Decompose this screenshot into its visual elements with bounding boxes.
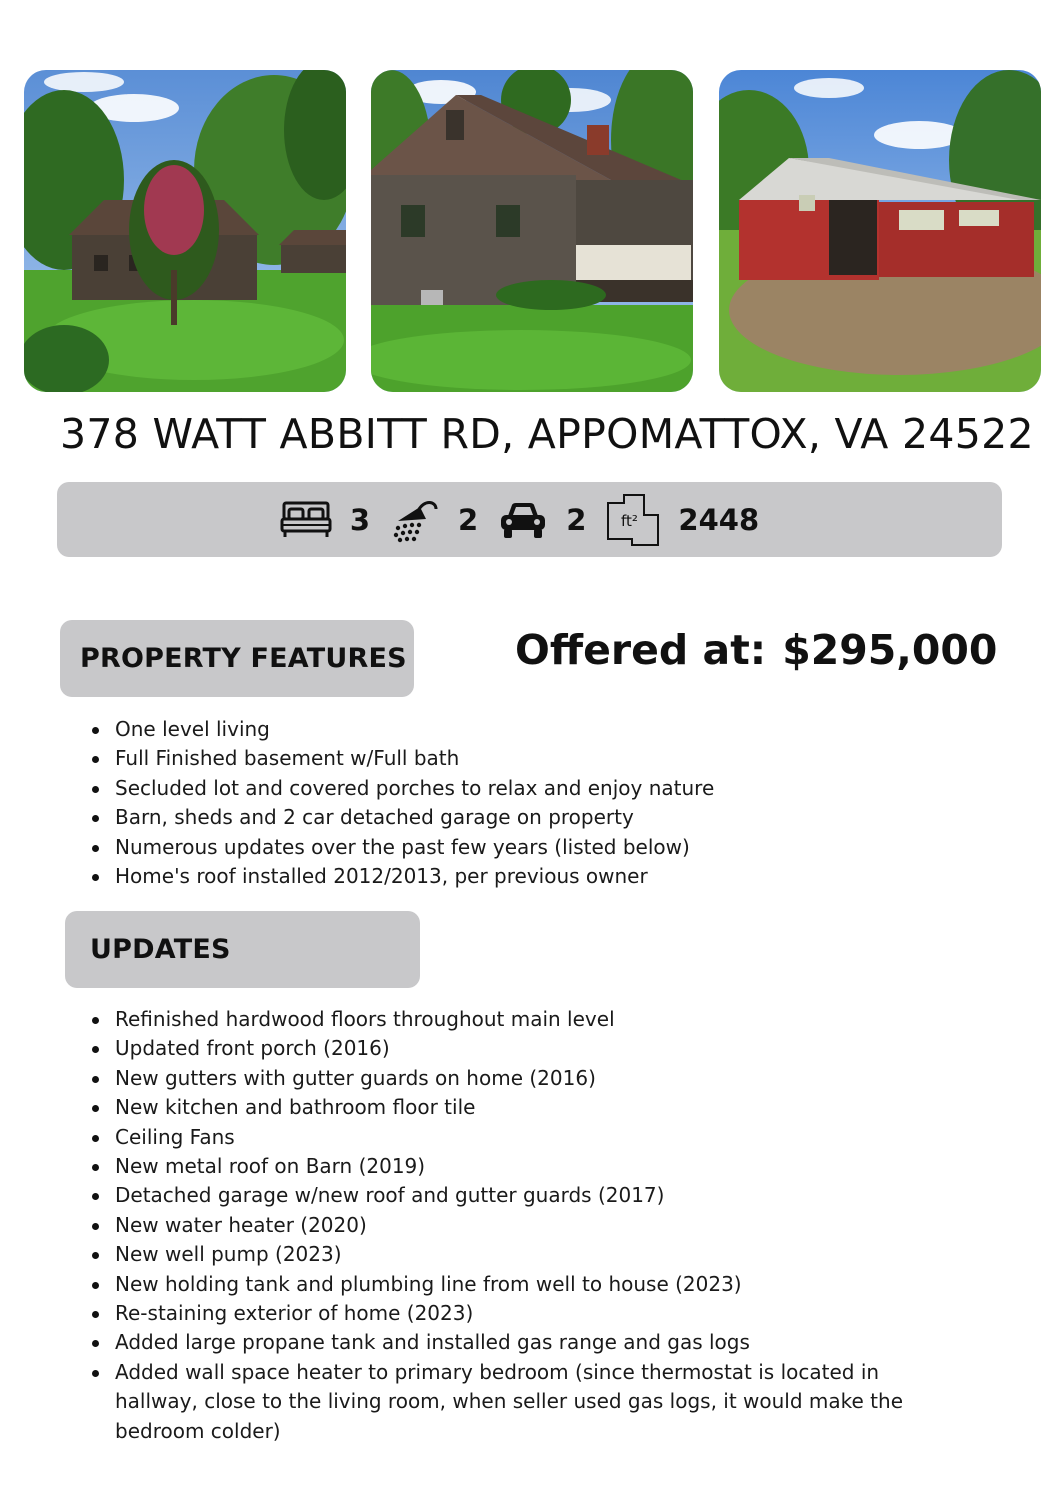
feature-item: Full Finished basement w/Full bath [87,744,987,773]
property-photo-house-porch [371,70,693,392]
bathrooms-count: 2 [458,502,479,537]
bedrooms-count: 3 [349,502,371,537]
floorplan-icon [606,493,660,547]
update-item: Re-staining exterior of home (2023) [87,1299,967,1328]
garage-count: 2 [566,502,587,537]
updates-list [87,1005,967,1446]
property-address: 378 WATT ABBITT RD, APPOMATTOX, VA 24522 [60,410,1034,458]
property-photo-barn [719,70,1041,392]
update-item: Detached garage w/new roof and gutter guards (2017) [87,1181,967,1210]
price-offer [515,626,997,674]
property-features-list [87,715,987,891]
update-item: New holding tank and plumbing line from well to house (2023) [87,1270,967,1299]
updates-heading-box [65,911,420,988]
update-item: Ceiling Fans [87,1123,967,1152]
price-label: Offered at: [515,626,767,674]
update-item: New water heater (2020) [87,1211,967,1240]
bed-icon [280,500,332,540]
property-stats-bar [57,482,1002,557]
property-features-heading: PROPERTY FEATURES [80,643,407,674]
feature-item: Barn, sheds and 2 car detached garage on property [87,803,987,832]
update-item: New metal roof on Barn (2019) [87,1152,967,1181]
update-item: Refinished hardwood floors throughout main level [87,1005,967,1034]
sqft-stat [606,493,779,547]
svg-text:ft²: ft² [621,511,639,530]
bedrooms-stat [280,500,390,540]
feature-item: Numerous updates over the past few years (listed below) [87,833,987,862]
update-item: New gutters with gutter guards on home (2016) [87,1064,967,1093]
sqft-value: 2448 [678,502,760,537]
feature-item: Secluded lot and covered porches to relax and enjoy nature [87,774,987,803]
update-item: Added large propane tank and installed gas range and gas logs [87,1328,967,1357]
car-icon [498,500,548,540]
feature-item: One level living [87,715,987,744]
updates-heading: UPDATES [90,934,231,965]
bathrooms-stat [390,495,498,545]
garage-stat [498,500,606,540]
property-features-heading-box [60,620,414,697]
update-item: Updated front porch (2016) [87,1034,967,1063]
update-item: New well pump (2023) [87,1240,967,1269]
property-photo-house-front [24,70,346,392]
price-value: $295,000 [782,626,998,674]
update-item: New kitchen and bathroom floor tile [87,1093,967,1122]
shower-icon [390,495,440,545]
feature-item: Home's roof installed 2012/2013, per previous owner [87,862,987,891]
update-item: Added wall space heater to primary bedroom (since thermostat is located in hallway, close to the living room, when seller used gas logs, it would make the bedroom colder) [87,1358,967,1446]
